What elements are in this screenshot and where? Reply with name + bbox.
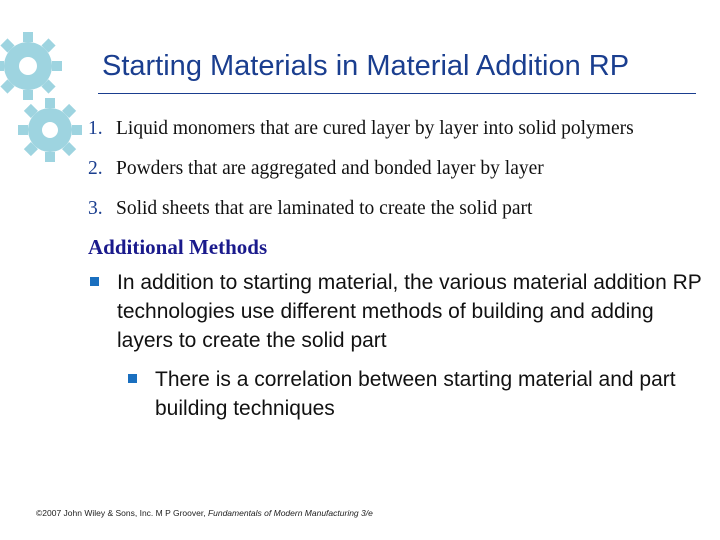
list-number: 1. (88, 118, 103, 139)
footer-copyright: ©2007 John Wiley & Sons, Inc. M P Groover, (36, 508, 208, 518)
footer-book-title: Fundamentals of Modern Manufacturing 3/e (207, 508, 373, 518)
gear-icon-large (0, 32, 62, 100)
list-item-text: Solid sheets that are laminated to create the solid part (116, 198, 533, 219)
list-number: 3. (88, 198, 103, 219)
slide-title: Starting Materials in Material Addition RP (102, 50, 630, 82)
list-item (88, 198, 713, 238)
gear-icon-small (18, 98, 82, 162)
subheading: Additional Methods (88, 235, 268, 259)
footer-citation (36, 508, 373, 518)
list-item-text: Powders that are aggregated and bonded layer by layer (116, 158, 544, 179)
list-item-text: Liquid monomers that are cured layer by layer into solid polymers (116, 118, 634, 139)
title-divider (98, 93, 696, 94)
numbered-list (88, 118, 713, 238)
list-number: 2. (88, 158, 103, 179)
list-item (88, 158, 713, 198)
sub-bullet-text: There is a correlation between starting material and part building techniques (155, 368, 676, 420)
gears-decoration (0, 30, 90, 170)
list-item (88, 118, 713, 158)
bullet-text: In addition to starting material, the various material addition RP technologies use different methods of building and adding layers to create the solid part (117, 271, 702, 352)
bullet-square-icon (90, 277, 99, 286)
sub-bullet-point (126, 365, 716, 423)
bullet-square-icon (128, 374, 137, 383)
bullet-point (88, 268, 713, 355)
